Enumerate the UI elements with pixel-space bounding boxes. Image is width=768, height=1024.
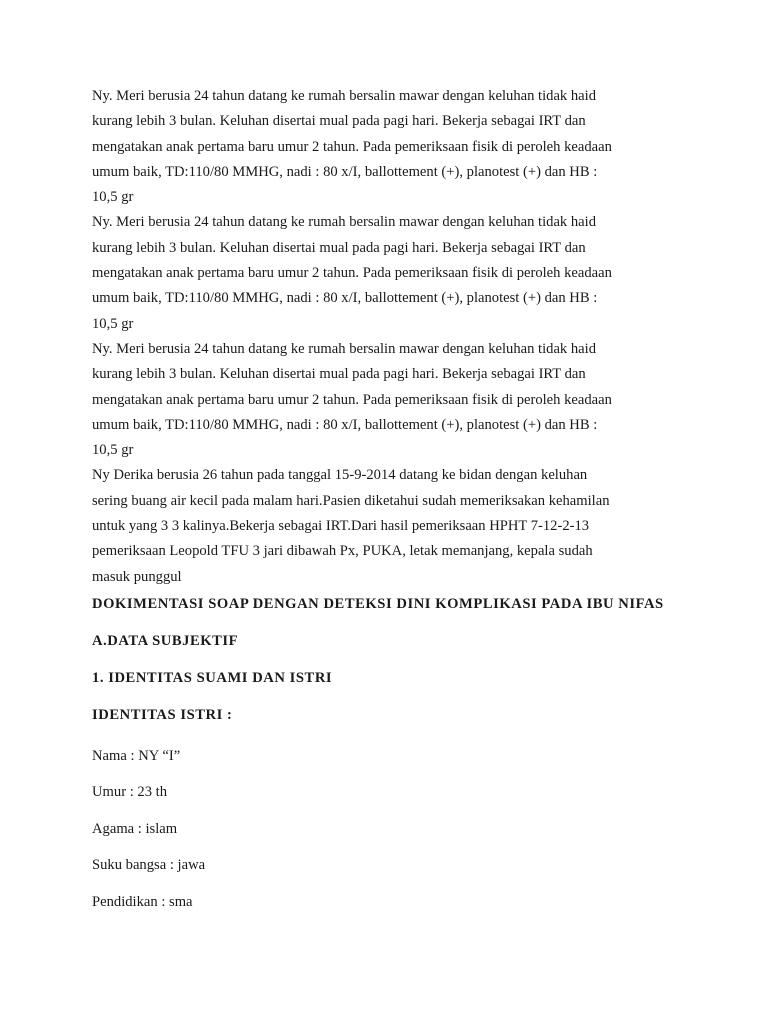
paragraph-line: kurang lebih 3 bulan. Keluhan disertai mual pada pagi hari. Bekerja sebagai IRT dan xyxy=(92,239,586,256)
field-nama: Nama : NY “I” xyxy=(92,747,181,764)
identitas-istri-fields xyxy=(92,748,672,911)
field-suku-bangsa: Suku bangsa : jawa xyxy=(92,857,206,874)
paragraph-line: pemeriksaan Leopold TFU 3 jari dibawah Px, PUKA, letak memanjang, kepala sudah xyxy=(92,543,593,560)
paragraph-line: umum baik, TD:110/80 MMHG, nadi : 80 x/I, ballottement (+), planotest (+) dan HB : xyxy=(92,163,598,180)
paragraph-line: Ny Derika berusia 26 tahun pada tanggal 15-9-2014 datang ke bidan dengan keluhan xyxy=(92,467,588,484)
paragraph-line: Ny. Meri berusia 24 tahun datang ke rumah bersalin mawar dengan keluhan tidak haid xyxy=(92,214,596,231)
paragraph-line: 10,5 gr xyxy=(92,442,134,459)
field-pendidikan: Pendidikan : sma xyxy=(92,893,193,910)
case-paragraph-2 xyxy=(92,210,672,336)
paragraph-line: Ny. Meri berusia 24 tahun datang ke rumah bersalin mawar dengan keluhan tidak haid xyxy=(92,340,596,357)
section-heading-identitas-suami-istri: 1. IDENTITAS SUAMI DAN ISTRI xyxy=(92,669,333,686)
paragraph-line: untuk yang 3 3 kalinya.Bekerja sebagai IRT.Dari hasil pemeriksaan HPHT 7-12-2-13 xyxy=(92,518,590,535)
section-heading-identitas-istri: IDENTITAS ISTRI : xyxy=(92,706,233,723)
paragraph-line: masuk punggul xyxy=(92,568,182,585)
paragraph-line: 10,5 gr xyxy=(92,315,134,332)
paragraph-line: 10,5 gr xyxy=(92,189,134,206)
case-paragraph-1 xyxy=(92,84,672,210)
field-umur: Umur : 23 th xyxy=(92,784,167,801)
document-title: DOKIMENTASI SOAP DENGAN DETEKSI DINI KOMPLIKASI PADA IBU NIFAS xyxy=(92,595,664,612)
field-agama: Agama : islam xyxy=(92,820,178,837)
section-heading-data-subjektif: A.DATA SUBJEKTIF xyxy=(92,632,239,649)
paragraph-line: Ny. Meri berusia 24 tahun datang ke rumah bersalin mawar dengan keluhan tidak haid xyxy=(92,88,596,104)
paragraph-line: kurang lebih 3 bulan. Keluhan disertai mual pada pagi hari. Bekerja sebagai IRT dan xyxy=(92,113,586,130)
case-paragraph-3 xyxy=(92,337,672,463)
document-page xyxy=(92,84,672,911)
paragraph-line: mengatakan anak pertama baru umur 2 tahun. Pada pemeriksaan fisik di peroleh keadaan xyxy=(92,265,612,282)
paragraph-line: mengatakan anak pertama baru umur 2 tahun. Pada pemeriksaan fisik di peroleh keadaan xyxy=(92,138,612,155)
paragraph-line: umum baik, TD:110/80 MMHG, nadi : 80 x/I, ballottement (+), planotest (+) dan HB : xyxy=(92,290,598,307)
paragraph-line: umum baik, TD:110/80 MMHG, nadi : 80 x/I, ballottement (+), planotest (+) dan HB : xyxy=(92,416,598,433)
paragraph-line: kurang lebih 3 bulan. Keluhan disertai mual pada pagi hari. Bekerja sebagai IRT dan xyxy=(92,366,586,383)
paragraph-line: sering buang air kecil pada malam hari.Pasien diketahui sudah memeriksakan kehamilan xyxy=(92,492,610,509)
case-paragraph-4 xyxy=(92,463,672,589)
paragraph-line: mengatakan anak pertama baru umur 2 tahun. Pada pemeriksaan fisik di peroleh keadaan xyxy=(92,391,612,408)
